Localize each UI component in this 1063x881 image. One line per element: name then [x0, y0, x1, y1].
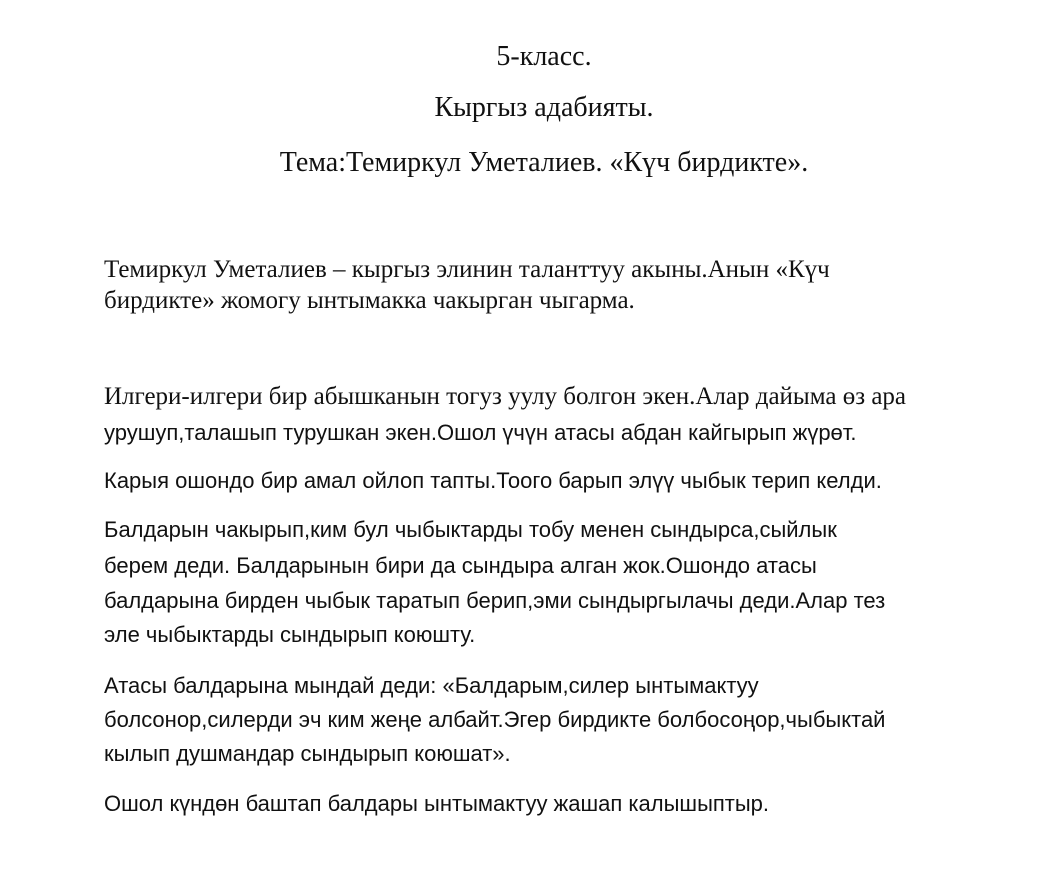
story-line: балдарына бирден чыбык таратып берип,эми сындыргылачы деди.Алар тез [104, 588, 886, 613]
story-line: кылып душмандар сындырып коюшат». [104, 741, 511, 766]
story-line: Карыя ошондо бир амал ойлоп тапты.Тоого барып элүү чыбык терип келди. [104, 468, 882, 493]
topic-heading: Тема:Темиркул Уметалиев. «Күч бирдикте». [279, 147, 809, 178]
story-line: Атасы балдарына мындай деди: «Балдарым,силер ынтымактуу [104, 673, 759, 698]
story-line: Илгери-илгери бир абышканын тогуз уулу болгон экен.Алар дайыма өз ара [104, 383, 907, 410]
grade-heading: 5-класс. [496, 41, 592, 72]
story-line: Балдарын чакырып,ким бул чыбыктарды тобу менен сындырса,сыйлык [104, 517, 837, 542]
story-line: эле чыбыктарды сындырып коюшту. [104, 622, 476, 647]
story-line: болсонор,силерди эч ким жеңе албайт.Эгер бирдикте болбосоңор,чыбыктай [104, 707, 886, 732]
story-line: берем деди. Балдарынын бири да сындыра алган жок.Ошондо атасы [104, 553, 817, 578]
subject-heading: Кыргыз адабияты. [434, 92, 654, 123]
intro-line: Темиркул Уметалиев – кыргыз элинин таланттуу акыны.Анын «Күч [104, 256, 830, 283]
story-line: Ошол күндөн баштап балдары ынтымактуу жашап калышыптыр. [104, 791, 770, 816]
story-line: урушуп,талашып турушкан экен.Ошол үчүн атасы абдан кайгырып жүрөт. [104, 420, 857, 445]
intro-line: бирдикте» жомогу ынтымакка чакырган чыгарма. [104, 287, 635, 314]
